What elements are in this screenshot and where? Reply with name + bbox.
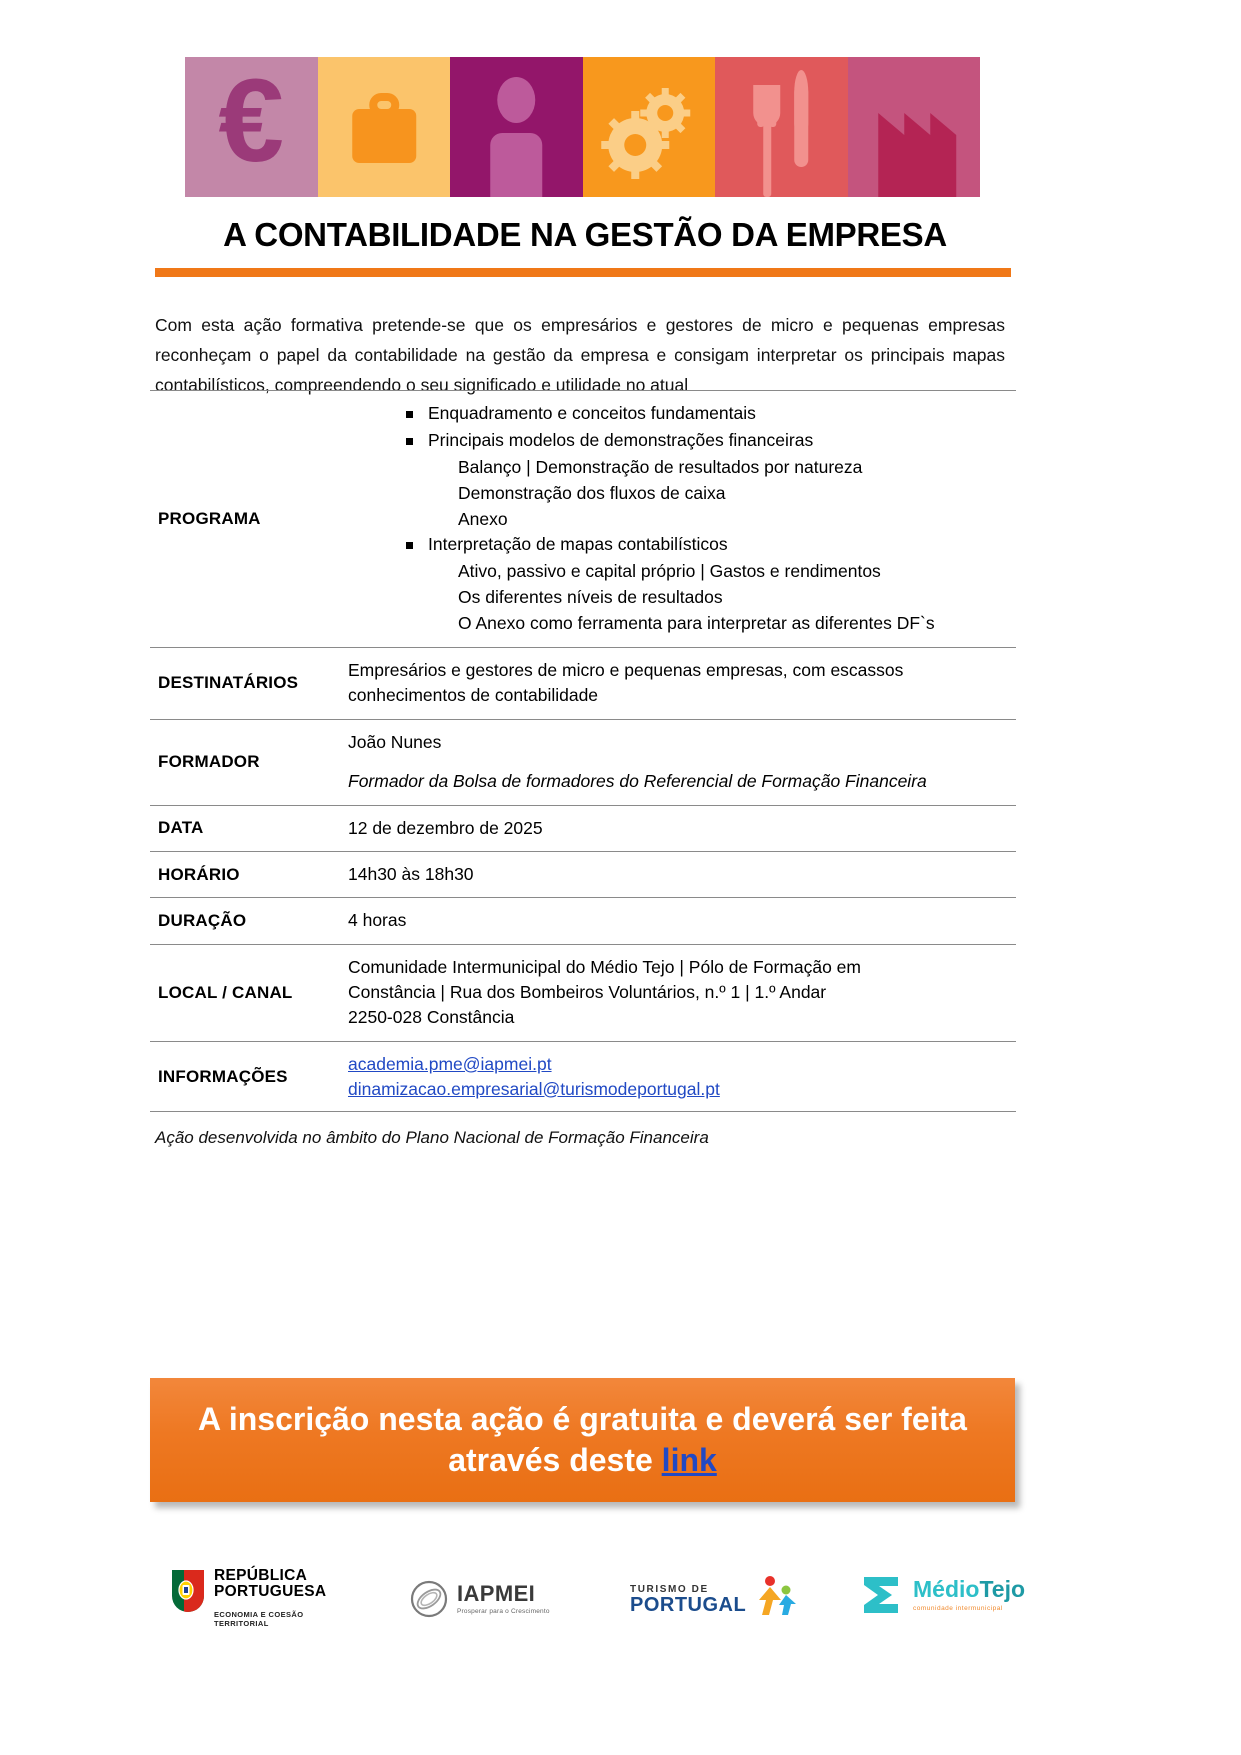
- row-label-programa: PROGRAMA: [158, 509, 261, 528]
- programa-item: Enquadramento e conceitos fundamentais: [392, 401, 1016, 427]
- mediotejo-sigma-icon: [860, 1574, 904, 1616]
- table-row-destinatarios: [150, 648, 1016, 720]
- programa-subitem: Demonstração dos fluxos de caixa: [458, 482, 726, 503]
- row-value-local: [340, 944, 1016, 1041]
- programa-item: Principais modelos de demonstrações financeiras: [392, 428, 1016, 454]
- republica-line-1: REPÚBLICA: [214, 1567, 308, 1584]
- registration-link[interactable]: link: [661, 1442, 717, 1478]
- cutlery-icon: [715, 57, 848, 197]
- programa-subitem: Os diferentes níveis de resultados: [458, 587, 723, 608]
- header-banner: [185, 57, 980, 197]
- mediotejo-name: [913, 1578, 1025, 1601]
- banner-panel-briefcase: [318, 57, 451, 197]
- table-row-formador: [150, 719, 1016, 805]
- banner-panel-gears: [583, 57, 716, 197]
- formador-name: João Nunes: [348, 731, 442, 752]
- page-title: A CONTABILIDADE NA GESTÃO DA EMPRESA: [223, 216, 947, 253]
- euro-icon: [185, 57, 318, 197]
- republica-sub-2: TERRITORIAL: [214, 1618, 269, 1628]
- formador-note: Formador da Bolsa de formadores do Referencial de Formação Financeira: [348, 771, 927, 792]
- banner-panel-euro: [185, 57, 318, 197]
- banner-panel-person: [450, 57, 583, 197]
- destinatarios-line-2: conhecimentos de contabilidade: [348, 685, 599, 706]
- local-line-2: Constância | Rua dos Bombeiros Voluntários, n.º 1 | 1.º Andar: [348, 982, 827, 1003]
- banner-panel-cutlery: [715, 57, 848, 197]
- table-row-duracao: [150, 898, 1016, 944]
- iapmei-name: IAPMEI: [457, 1581, 536, 1606]
- programa-subitem: Anexo: [458, 508, 508, 529]
- row-label-horario: HORÁRIO: [158, 864, 240, 884]
- row-value-informacoes: [340, 1041, 1016, 1112]
- mediotejo-name-light: Médio: [913, 1576, 980, 1602]
- row-value-formador: [340, 719, 1016, 805]
- row-value-horario: 14h30 às 18h30: [348, 863, 474, 884]
- programa-subitem: Ativo, passivo e capital próprio | Gastos e rendimentos: [458, 561, 881, 582]
- gears-icon: [583, 57, 716, 197]
- logo-turismo-de-portugal: [630, 1574, 799, 1616]
- row-value-destinatarios: [340, 648, 1016, 720]
- briefcase-icon: [318, 57, 451, 197]
- row-label-informacoes: INFORMAÇÕES: [158, 1066, 288, 1086]
- programa-subitem: O Anexo como ferramenta para interpretar as diferentes DF`s: [458, 613, 935, 634]
- turismo-line-2: PORTUGAL: [630, 1594, 747, 1616]
- row-value-programa: [340, 391, 1016, 648]
- turismo-figure-icon: [753, 1574, 799, 1616]
- formador-gap: [348, 755, 1016, 769]
- iapmei-text: [457, 1583, 550, 1615]
- local-line-3: 2250-028 Constância: [348, 1007, 515, 1028]
- footnote: Ação desenvolvida no âmbito do Plano Nacional de Formação Financeira: [155, 1128, 709, 1147]
- registration-text-before: A inscrição nesta ação é gratuita e deverá ser feita através deste: [198, 1401, 967, 1478]
- turismo-line-1: TURISMO DE: [630, 1584, 709, 1595]
- programa-subitem: Balanço | Demonstração de resultados por natureza: [458, 456, 863, 477]
- table-row-programa: [150, 391, 1016, 648]
- turismo-text: [630, 1584, 746, 1616]
- local-line-1: Comunidade Intermunicipal do Médio Tejo | Pólo de Formação em: [348, 956, 861, 977]
- row-label-destinatarios: DESTINATÁRIOS: [158, 673, 299, 693]
- logo-iapmei: [410, 1580, 550, 1618]
- svg-text:€: €: [218, 57, 285, 187]
- republica-sub-1: ECONOMIA E COESÃO: [214, 1609, 304, 1619]
- row-value-duracao: 4 horas: [348, 910, 407, 931]
- republica-text: [214, 1568, 326, 1628]
- logo-republica-portuguesa: [170, 1568, 326, 1628]
- iapmei-tagline: Prosperar para o Crescimento: [457, 1608, 550, 1615]
- factory-icon: [848, 57, 981, 197]
- row-label-local: LOCAL / CANAL: [158, 982, 293, 1002]
- portugal-shield-icon: [170, 1568, 206, 1614]
- mediotejo-name-bold: Tejo: [979, 1576, 1026, 1602]
- programa-list: [392, 401, 1016, 637]
- mediotejo-tagline: comunidade intermunicipal: [913, 1605, 1003, 1612]
- republica-line-2: PORTUGUESA: [214, 1583, 327, 1601]
- row-label-data: DATA: [158, 818, 204, 838]
- mediotejo-text: [913, 1578, 1025, 1612]
- table-row-horario: [150, 851, 1016, 897]
- logo-mediotejo: [860, 1574, 1025, 1616]
- table-row-informacoes: [150, 1041, 1016, 1112]
- banner-panel-factory: [848, 57, 981, 197]
- intro-paragraph: Com esta ação formativa pretende-se que os empresários e gestores de micro e pequenas empresas reconheçam o papel da contabilidade na gestão da empresa e consigam interpretar os principais mapas contabilísticos, compreendendo o seu significado e utilidade no atual: [155, 314, 1005, 395]
- registration-banner[interactable]: [150, 1378, 1015, 1502]
- row-value-data: 12 de dezembro de 2025: [348, 817, 543, 838]
- email-link-academia[interactable]: academia.pme@iapmei.pt: [348, 1053, 552, 1074]
- person-icon: [450, 57, 583, 197]
- row-label-formador: FORMADOR: [158, 752, 260, 772]
- programa-item: Interpretação de mapas contabilísticos: [392, 532, 1016, 558]
- title-accent-rule: [155, 268, 1011, 277]
- destinatarios-line-1: Empresários e gestores de micro e pequenas empresas, com escassos: [348, 660, 904, 681]
- iapmei-swirl-icon: [410, 1580, 448, 1618]
- row-label-duracao: DURAÇÃO: [158, 910, 247, 930]
- footer-logos: [150, 1560, 1100, 1670]
- table-row-data: [150, 805, 1016, 851]
- table-row-local: [150, 944, 1016, 1041]
- course-info-table: [150, 390, 1016, 1112]
- email-link-dinamizacao[interactable]: dinamizacao.empresarial@turismodeportugal.pt: [348, 1078, 720, 1099]
- registration-text: [150, 1399, 1015, 1481]
